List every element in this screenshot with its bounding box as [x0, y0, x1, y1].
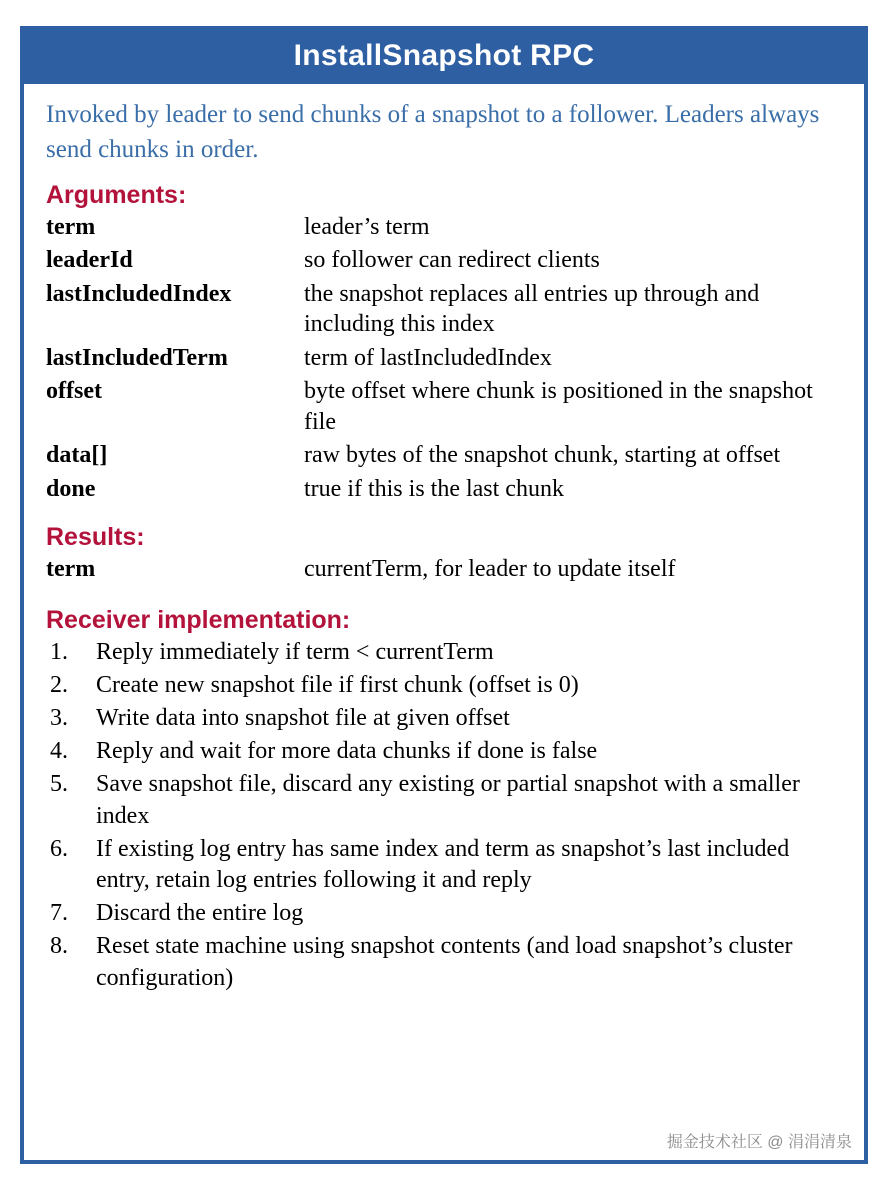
step-text: If existing log entry has same index and term as snapshot’s last included entry, retain log entries following it and reply — [96, 835, 790, 893]
arguments-heading: Arguments: — [46, 181, 187, 209]
field-description: byte offset where chunk is positioned in the snapshot file — [304, 378, 813, 435]
field-name: lastIncludedIndex — [46, 280, 232, 307]
results-table — [46, 554, 842, 587]
watermark-text: 掘金技术社区 @ 涓涓清泉 — [666, 1134, 852, 1151]
table-row — [46, 212, 842, 245]
step-number: 2. — [50, 671, 68, 698]
field-name: lastIncludedTerm — [46, 344, 228, 371]
intro-text: Invoked by leader to send chunks of a snapshot to a follower. Leaders always send chunks in order. — [46, 101, 820, 163]
field-name: data[] — [46, 442, 108, 469]
install-snapshot-rpc-card — [20, 26, 868, 1164]
list-item — [46, 637, 842, 668]
table-row — [46, 376, 842, 440]
table-row — [46, 343, 842, 376]
step-text: Reply and wait for more data chunks if done is false — [96, 738, 598, 765]
table-row — [46, 474, 842, 507]
step-text: Reset state machine using snapshot contents (and load snapshot’s cluster configuration) — [96, 933, 793, 991]
step-text: Write data into snapshot file at given offset — [96, 705, 510, 732]
receiver-implementation-heading: Receiver implementation: — [46, 605, 351, 634]
table-row — [46, 279, 842, 343]
field-name: term — [46, 556, 96, 583]
field-description: term of lastIncludedIndex — [304, 344, 552, 371]
results-heading: Results: — [46, 523, 145, 552]
step-number: 6. — [50, 835, 68, 862]
list-item — [46, 736, 842, 767]
step-text: Save snapshot file, discard any existing or partial snapshot with a smaller index — [96, 771, 800, 829]
step-text: Discard the entire log — [96, 900, 304, 927]
table-row — [46, 245, 842, 278]
field-description: true if this is the last chunk — [304, 475, 564, 502]
table-row — [46, 440, 842, 473]
receiver-steps-list — [46, 637, 842, 994]
list-item — [46, 670, 842, 701]
field-name: offset — [46, 378, 102, 405]
field-name: leaderId — [46, 247, 133, 274]
step-number: 5. — [50, 771, 68, 798]
list-item — [46, 703, 842, 734]
list-item — [46, 769, 842, 831]
field-description: raw bytes of the snapshot chunk, starting at offset — [304, 442, 781, 469]
list-item — [46, 931, 842, 993]
step-number: 7. — [50, 900, 68, 927]
arguments-table — [46, 212, 842, 507]
table-row — [46, 554, 842, 587]
step-number: 1. — [50, 638, 68, 665]
field-description: the snapshot replaces all entries up through and including this index — [304, 280, 760, 338]
card-body — [24, 84, 864, 994]
step-text: Reply immediately if term < currentTerm — [96, 638, 494, 665]
list-item — [46, 834, 842, 896]
page-title: InstallSnapshot RPC — [24, 30, 864, 84]
step-number: 8. — [50, 933, 68, 960]
step-number: 3. — [50, 705, 68, 732]
field-description: leader’s term — [304, 214, 430, 240]
field-name: done — [46, 475, 96, 502]
step-text: Create new snapshot file if first chunk (offset is 0) — [96, 671, 579, 698]
step-number: 4. — [50, 738, 68, 765]
field-name: term — [46, 214, 96, 240]
list-item — [46, 898, 842, 929]
field-description: so follower can redirect clients — [304, 247, 600, 274]
field-description: currentTerm, for leader to update itself — [304, 556, 676, 583]
